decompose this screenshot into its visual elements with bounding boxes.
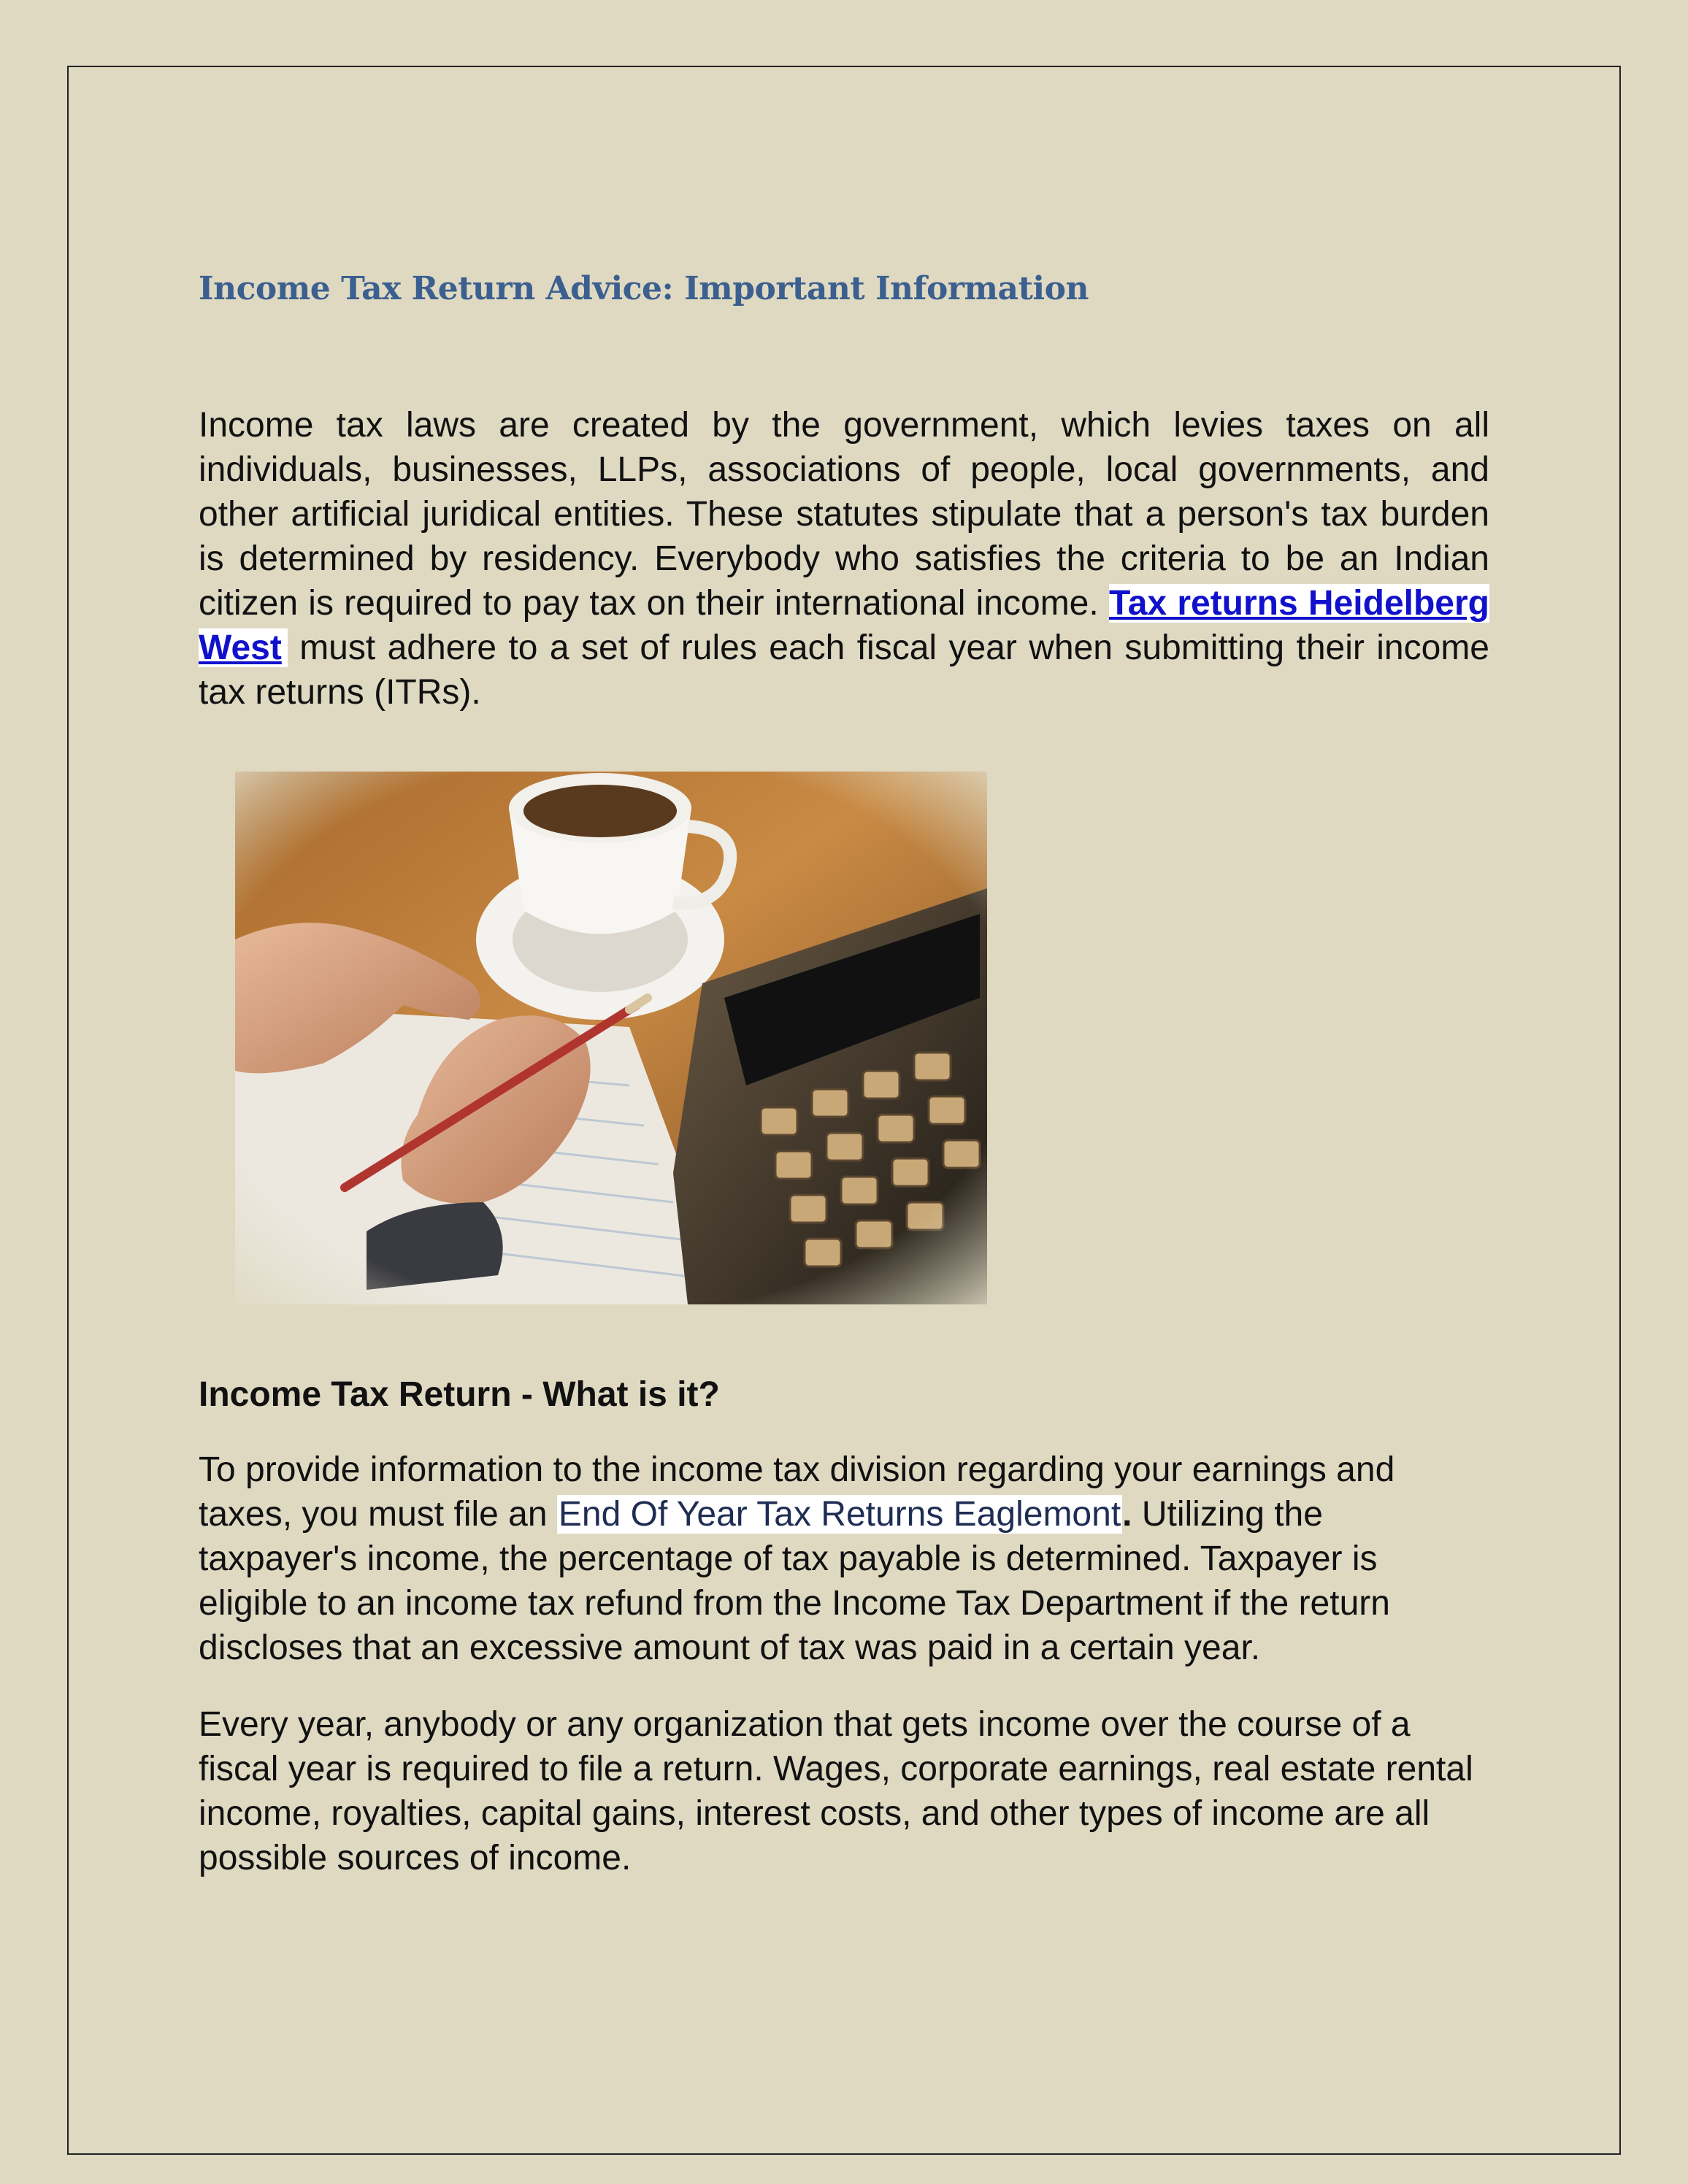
document-body <box>199 263 1489 1880</box>
intro-text-after-link: must adhere to a set of rules each fiscal year when submitting their income tax returns (ITRs). <box>199 628 1489 712</box>
tax-returns-heidelberg-west-link[interactable]: Tax returns Heidelberg West <box>199 584 1489 667</box>
document-title: Income Tax Return Advice: Important Information <box>199 270 1089 307</box>
tax-illustration-image <box>220 764 1002 1304</box>
section-paragraph-2: Every year, anybody or any organization that gets income over the course of a fiscal year is required to file a return. Wages, corporate earnings, real estate rental income, royalties, capital gains, interest costs, and other types of income are all possible sources of income. <box>199 1705 1473 1877</box>
intro-paragraph <box>199 403 1489 715</box>
section-link-period: . <box>1122 1495 1132 1534</box>
intro-text-before-link: Income tax laws are created by the government, which levies taxes on all individuals, businesses, LLPs, associations of people, local governments, and other artificial juridical entities. These statutes stipulate that a person's tax burden is determined by residency. Everybody who satisfies the criteria to be an Indian citizen is required to pay tax on their international income. <box>199 406 1489 623</box>
tax-illustration-photo <box>220 764 1002 1304</box>
section-paragraph-1 <box>199 1447 1489 1670</box>
section-text-before-link: To provide information to the income tax division regarding your earnings and taxes, you must file an <box>199 1450 1395 1534</box>
end-of-year-tax-returns-eaglemont-link[interactable]: End Of Year Tax Returns Eaglemont <box>558 1495 1121 1534</box>
section-heading: Income Tax Return - What is it? <box>199 1375 720 1414</box>
section-text-after-link: Utilizing the taxpayer's income, the percentage of tax payable is determined. Taxpayer is eligible to an income tax refund from the Income Tax Department if the return discloses that an excessive amount of tax was paid in a certain year. <box>199 1495 1390 1667</box>
